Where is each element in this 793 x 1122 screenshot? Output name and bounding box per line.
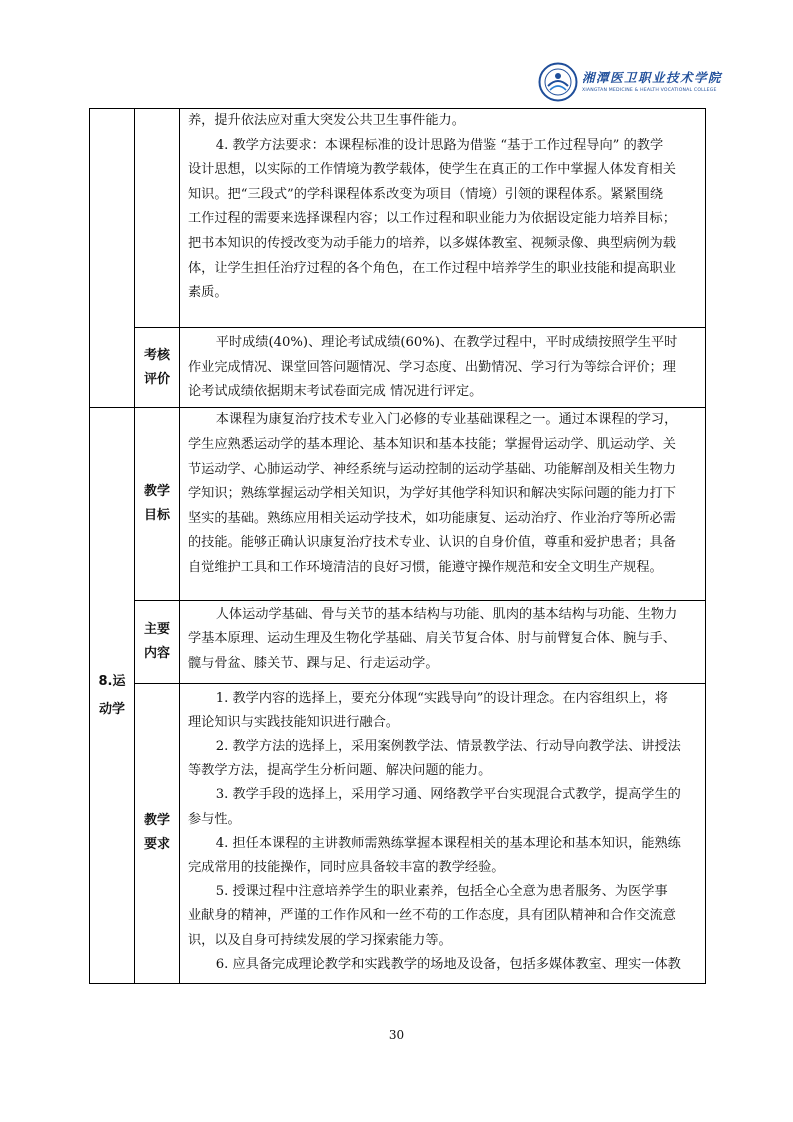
table-row (90, 408, 706, 600)
method-line: 体，让学生担任治疗过程的各个角色，在工作过程中培养学生的职业技能和提高职业 (188, 260, 676, 276)
table-row (90, 600, 706, 683)
method-line: 把书本知识的传授改变为动手能力的培养，以多媒体教室、视频录像、典型病例为载 (188, 235, 676, 251)
requirement-line: 5. 授课过程中注意培养学生的职业素养，包括全心全意为患者服务、为医学事 (215, 884, 668, 900)
goals-line: 学知识；熟练掌握运动学相关知识，为学好其他学科知识和解决实际问题的能力打下 (188, 486, 676, 502)
goals-line: 节运动学、心肺运动学、神经系统与运动控制的运动学基础、功能解剖及相关生物力 (188, 461, 676, 477)
page-number: 30 (388, 1028, 405, 1042)
requirements-cell (180, 683, 706, 983)
method-line: 设计思想，以实际的工作情境为教学载体，使学生在真正的工作中掌握人体发育相关 (188, 162, 676, 178)
content-line: 人体运动学基础、骨与关节的基本结构与功能、肌肉的基本结构与功能、生物力 (215, 606, 678, 622)
goals-line: 本课程为康复治疗技术专业入门必修的专业基础课程之一。通过本课程的学习， (215, 412, 678, 428)
assessment-line: 作业完成情况、课堂回答问题情况、学习态度、出勤情况、学习行为等综合评价；理 (188, 359, 676, 375)
school-name-en: XIANGTAN MEDICINE & HEALTH VOCATIONAL COLLEGE (582, 88, 717, 93)
prev-requirement-label-cell (135, 109, 180, 328)
continued-line: 养，提升依法应对重大突发公共卫生事件能力。 (188, 113, 465, 128)
assessment-cell (180, 328, 706, 408)
content-label: 主要 内容 (135, 600, 180, 683)
method-line: 工作过程的需要来选择课程内容；以工作过程和职业能力为依据设定能力培养目标； (188, 211, 676, 227)
goals-cell (180, 408, 706, 600)
school-emblem-icon (538, 62, 578, 102)
content-cell (180, 600, 706, 683)
requirement-line: 2. 教学方法的选择上，采用案例教学法、情景教学法、行动导向教学法、讲授法 (215, 739, 681, 755)
requirement-line: 1. 教学内容的选择上，要充分体现“实践导向”的设计理念。在内容组织上，将 (215, 690, 668, 706)
course-name: 动学 (98, 701, 125, 717)
requirement-line: 参与性。 (188, 811, 241, 827)
requirement-line: 3. 教学手段的选择上，采用学习通、网络教学平台实现混合式教学，提高学生的 (215, 787, 681, 803)
method-line: 知识。把“三段式”的学科课程体系改变为项目（情境）引领的课程体系。紧紧围绕 (188, 186, 664, 202)
method-line: 素质。 (188, 285, 228, 301)
requirement-line: 6. 应具备完成理论教学和实践教学的场地及设备，包括多媒体教室、理实一体教 (215, 956, 681, 972)
assessment-line: 论考试成绩依据期末考试卷面完成 情况进行评定。 (188, 384, 483, 400)
goals-line: 坚实的基础。熟练应用相关运动学技术，如功能康复、运动治疗、作业治疗等所必需 (188, 510, 676, 526)
goals-line: 自觉维护工具和工作环境清洁的良好习惯，能遵守操作规范和安全文明生产规程。 (188, 559, 663, 575)
requirement-line: 等教学方法，提高学生分析问题、解决问题的能力。 (188, 763, 492, 779)
requirement-line: 理论知识与实践技能知识进行融合。 (188, 714, 399, 730)
course-name-cell (90, 408, 135, 984)
course-table (89, 108, 706, 984)
requirement-line: 完成常用的技能操作，同时应具备较丰富的教学经验。 (188, 860, 505, 876)
method-requirement-cell (180, 109, 706, 328)
goals-line: 的技能。能够正确认识康复治疗技术专业、认识的自身价值，尊重和爱护患者；具备 (188, 535, 676, 551)
table-row (90, 109, 706, 328)
requirement-line: 业献身的精神，严谨的工作作风和一丝不苟的工作态度，具有团队精神和合作交流意 (188, 908, 676, 924)
assessment-label: 考核 评价 (135, 328, 180, 408)
course-name: 8.运 (98, 673, 126, 689)
goals-label: 教学 目标 (135, 408, 180, 600)
requirement-line: 识，以及自身可持续发展的学习探索能力等。 (188, 932, 452, 948)
requirements-label: 教学 要求 (135, 683, 180, 983)
table-row (90, 328, 706, 408)
content-line: 学基本原理、运动生理及生物化学基础、肩关节复合体、肘与前臂复合体、腕与手、 (188, 631, 676, 647)
requirement-line: 4. 担任本课程的主讲教师需熟练掌握本课程相关的基本理论和基本知识，能熟练 (215, 835, 681, 851)
prev-course-cell (90, 109, 135, 408)
goals-line: 学生应熟悉运动学的基本理论、基本知识和基本技能；掌握骨运动学、肌运动学、关 (188, 436, 676, 452)
content-line: 髋与骨盆、膝关节、踝与足、行走运动学。 (188, 655, 439, 671)
school-logo (538, 62, 728, 106)
assessment-line: 平时成绩(40%)、理论考试成绩(60%)、在教学过程中，平时成绩按照学生平时 (215, 335, 678, 351)
method-line: 4. 教学方法要求：本课程标准的设计思路为借鉴 “基于工作过程导向” 的教学 (215, 137, 664, 153)
school-name: 湘潭医卫职业技术学院 (582, 70, 723, 85)
table-row (90, 683, 706, 983)
